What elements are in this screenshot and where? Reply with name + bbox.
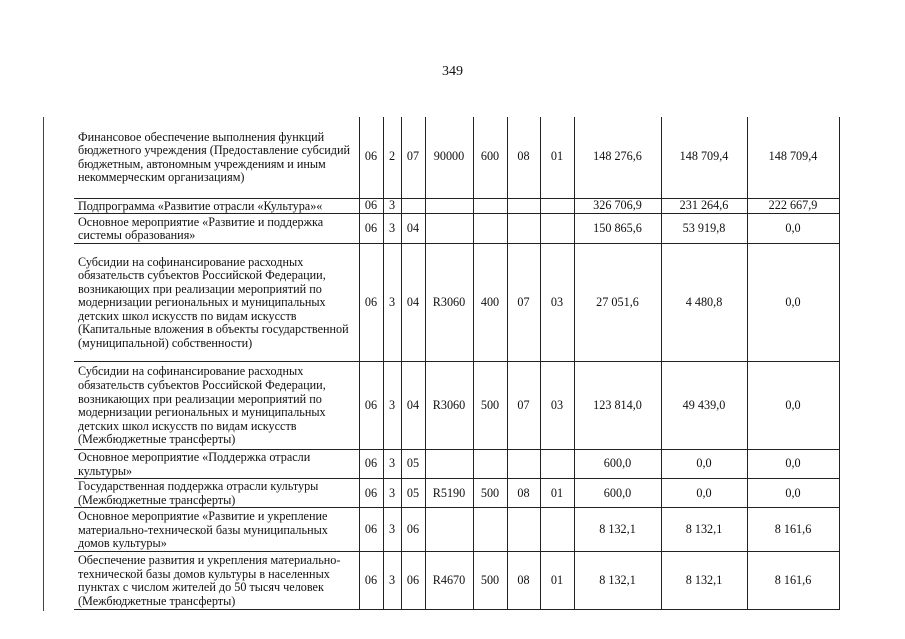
code-event-cell: 04	[401, 244, 425, 362]
budget-table	[74, 117, 840, 610]
amount-year-2-cell: 4 480,8	[661, 244, 747, 362]
code-event-cell: 06	[401, 508, 425, 552]
amount-year-2-cell: 231 264,6	[661, 198, 747, 214]
amount-year-3-cell: 0,0	[747, 362, 839, 450]
table-row	[74, 244, 839, 362]
amount-year-3-cell: 0,0	[747, 450, 839, 479]
code-direction-cell	[425, 214, 473, 244]
code-gp-cell: 06	[359, 198, 383, 214]
amount-year-3-cell: 0,0	[747, 244, 839, 362]
amount-year-1-cell: 27 051,6	[574, 244, 661, 362]
amount-year-3-cell: 8 161,6	[747, 552, 839, 610]
table-row	[74, 117, 839, 198]
amount-year-1-cell: 326 706,9	[574, 198, 661, 214]
code-expense-type-cell	[473, 508, 507, 552]
code-event-cell: 05	[401, 479, 425, 508]
code-section-cell: 08	[507, 479, 540, 508]
amount-year-2-cell: 8 132,1	[661, 552, 747, 610]
amount-year-3-cell: 222 667,9	[747, 198, 839, 214]
code-subprogram-cell: 3	[383, 552, 401, 610]
code-direction-cell: R3060	[425, 244, 473, 362]
code-gp-cell: 06	[359, 450, 383, 479]
code-section-cell: 07	[507, 244, 540, 362]
code-subprogram-cell: 3	[383, 450, 401, 479]
code-subprogram-cell: 3	[383, 198, 401, 214]
code-gp-cell: 06	[359, 552, 383, 610]
amount-year-1-cell: 150 865,6	[574, 214, 661, 244]
code-section-cell: 08	[507, 117, 540, 198]
code-gp-cell: 06	[359, 244, 383, 362]
code-event-cell: 06	[401, 552, 425, 610]
code-expense-type-cell	[473, 450, 507, 479]
code-subsection-cell: 01	[540, 479, 574, 508]
code-expense-type-cell: 400	[473, 244, 507, 362]
code-direction-cell: R5190	[425, 479, 473, 508]
code-direction-cell	[425, 450, 473, 479]
row-name-cell: Основное мероприятие «Развитие и укрепление материально-технической базы муниципальных домов культуры»	[74, 508, 359, 552]
row-name-cell: Субсидии на софинансирование расходных обязательств субъектов Российской Федерации, возникающих при реализации мероприятий по модернизации региональных и муниципальных детских школ искусств по видам искусств (Капитальные вложения в объекты государственной (муниципальной) собственности)	[74, 244, 359, 362]
code-direction-cell	[425, 508, 473, 552]
amount-year-2-cell: 49 439,0	[661, 362, 747, 450]
code-direction-cell: R3060	[425, 362, 473, 450]
code-subprogram-cell: 3	[383, 244, 401, 362]
amount-year-3-cell: 0,0	[747, 214, 839, 244]
amount-year-1-cell: 123 814,0	[574, 362, 661, 450]
code-subsection-cell: 03	[540, 362, 574, 450]
table-row	[74, 508, 839, 552]
amount-year-2-cell: 148 709,4	[661, 117, 747, 198]
amount-year-2-cell: 53 919,8	[661, 214, 747, 244]
amount-year-1-cell: 148 276,6	[574, 117, 661, 198]
row-name-cell: Основное мероприятие «Развитие и поддержка системы образования»	[74, 214, 359, 244]
code-expense-type-cell: 500	[473, 479, 507, 508]
code-section-cell	[507, 214, 540, 244]
row-name-cell: Финансовое обеспечение выполнения функций бюджетного учреждения (Предоставление субсидий бюджетным, автономным учреждениям и иным некоммерческим организациям)	[74, 117, 359, 198]
code-direction-cell: R4670	[425, 552, 473, 610]
code-direction-cell	[425, 198, 473, 214]
code-expense-type-cell	[473, 198, 507, 214]
budget-table-body	[74, 117, 839, 610]
table-row	[74, 362, 839, 450]
code-section-cell	[507, 198, 540, 214]
code-subsection-cell	[540, 214, 574, 244]
code-gp-cell: 06	[359, 508, 383, 552]
table-row	[74, 450, 839, 479]
code-expense-type-cell: 500	[473, 362, 507, 450]
code-subsection-cell	[540, 198, 574, 214]
code-event-cell: 07	[401, 117, 425, 198]
code-subsection-cell: 01	[540, 552, 574, 610]
table-row	[74, 479, 839, 508]
code-event-cell: 05	[401, 450, 425, 479]
amount-year-2-cell: 8 132,1	[661, 508, 747, 552]
code-expense-type-cell: 500	[473, 552, 507, 610]
code-subsection-cell: 01	[540, 117, 574, 198]
code-section-cell	[507, 450, 540, 479]
code-expense-type-cell	[473, 214, 507, 244]
amount-year-3-cell: 148 709,4	[747, 117, 839, 198]
code-event-cell: 04	[401, 214, 425, 244]
amount-year-2-cell: 0,0	[661, 479, 747, 508]
amount-year-1-cell: 600,0	[574, 450, 661, 479]
code-gp-cell: 06	[359, 117, 383, 198]
code-subsection-cell	[540, 508, 574, 552]
code-section-cell: 07	[507, 362, 540, 450]
amount-year-1-cell: 8 132,1	[574, 552, 661, 610]
code-gp-cell: 06	[359, 362, 383, 450]
row-name-cell: Государственная поддержка отрасли культуры (Межбюджетные трансферты)	[74, 479, 359, 508]
code-subprogram-cell: 3	[383, 479, 401, 508]
left-margin-rule	[43, 117, 44, 611]
amount-year-3-cell: 0,0	[747, 479, 839, 508]
code-event-cell: 04	[401, 362, 425, 450]
code-expense-type-cell: 600	[473, 117, 507, 198]
code-subsection-cell: 03	[540, 244, 574, 362]
table-row	[74, 198, 839, 214]
row-name-cell: Подпрограмма «Развитие отрасли «Культура»«	[74, 198, 359, 214]
code-subsection-cell	[540, 450, 574, 479]
code-event-cell	[401, 198, 425, 214]
code-gp-cell: 06	[359, 479, 383, 508]
code-subprogram-cell: 3	[383, 508, 401, 552]
code-section-cell	[507, 508, 540, 552]
code-gp-cell: 06	[359, 214, 383, 244]
code-subprogram-cell: 3	[383, 362, 401, 450]
amount-year-1-cell: 8 132,1	[574, 508, 661, 552]
row-name-cell: Основное мероприятие «Поддержка отрасли культуры»	[74, 450, 359, 479]
code-subprogram-cell: 2	[383, 117, 401, 198]
row-name-cell: Субсидии на софинансирование расходных обязательств субъектов Российской Федерации, возникающих при реализации мероприятий по модернизации региональных и муниципальных детских школ искусств по видам искусств (Межбюджетные трансферты)	[74, 362, 359, 450]
code-section-cell: 08	[507, 552, 540, 610]
row-name-cell: Обеспечение развития и укрепления материально-технической базы домов культуры в населенных пунктах с числом жителей до 50 тысяч человек (Межбюджетные трансферты)	[74, 552, 359, 610]
code-subprogram-cell: 3	[383, 214, 401, 244]
amount-year-3-cell: 8 161,6	[747, 508, 839, 552]
amount-year-2-cell: 0,0	[661, 450, 747, 479]
table-row	[74, 214, 839, 244]
page-number: 349	[442, 64, 463, 79]
code-direction-cell: 90000	[425, 117, 473, 198]
amount-year-1-cell: 600,0	[574, 479, 661, 508]
table-row	[74, 552, 839, 610]
